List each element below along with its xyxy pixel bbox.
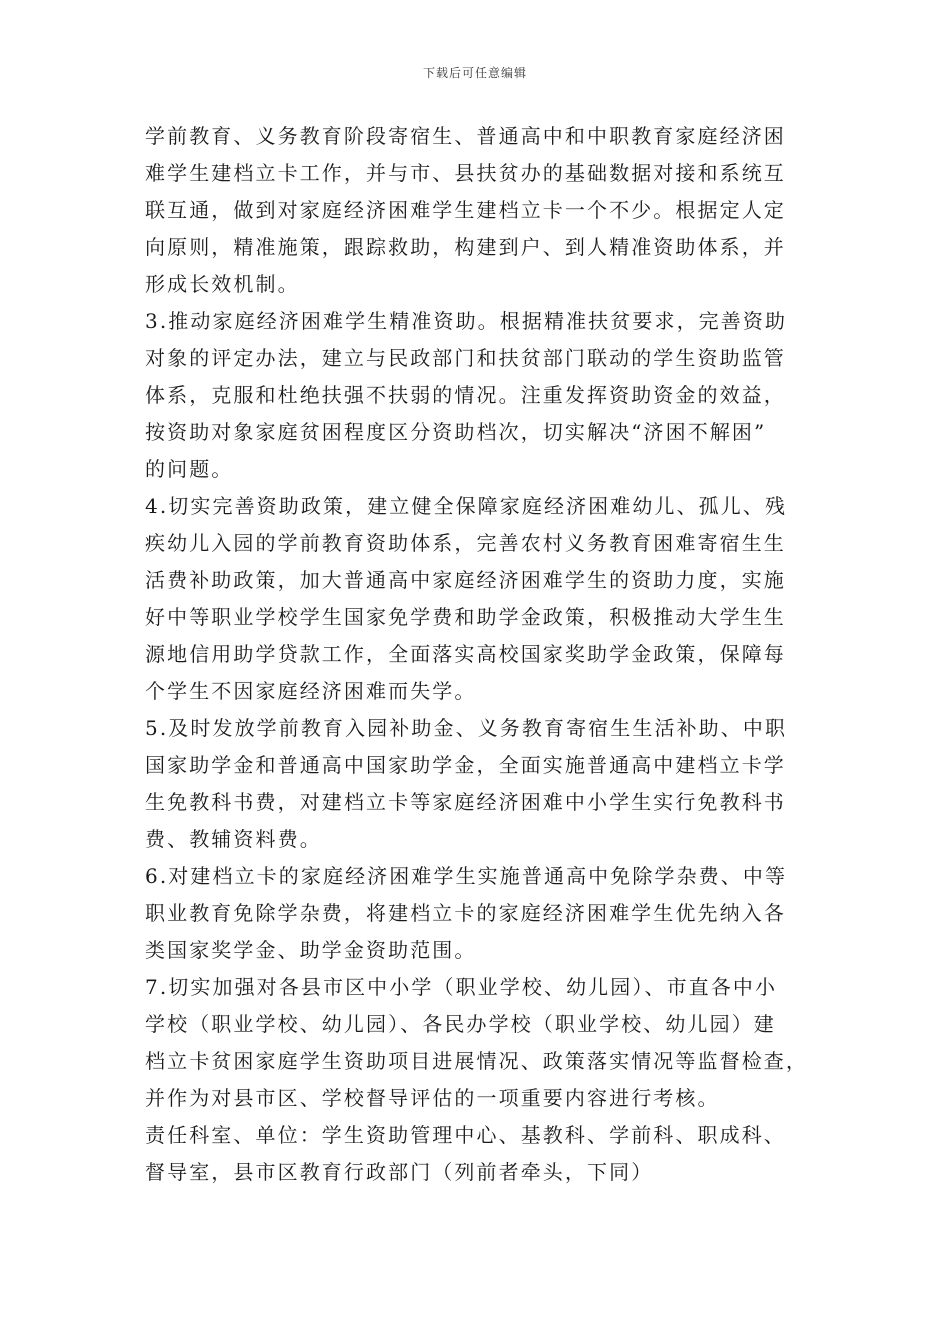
text-line: 活费补助政策，加大普通高中家庭经济困难学生的资助力度，实施: [145, 568, 786, 592]
text-line: 疾幼儿入园的学前教育资助体系，完善农村义务教育困难寄宿生生: [145, 531, 786, 555]
text-line: 档立卡贫困家庭学生资助项目进展情况、政策落实情况等监督检查，: [145, 1049, 808, 1073]
text-line: 学校（职业学校、幼儿园）、各民办学校（职业学校、幼儿园）建: [145, 1012, 776, 1036]
text-line: 体系，克服和杜绝扶强不扶弱的情况。注重发挥资助资金的效益，: [145, 383, 786, 407]
text-line: 对象的评定办法，建立与民政部门和扶贫部门联动的学生资助监管: [145, 346, 786, 370]
text-line: 个学生不因家庭经济困难而失学。: [145, 679, 477, 703]
text-line: 好中等职业学校学生国家免学费和助学金政策，积极推动大学生生: [145, 605, 786, 629]
text-line: 职业教育免除学杂费，将建档立卡的家庭经济困难学生优先纳入各: [145, 901, 786, 925]
text-line: 生免教科书费，对建档立卡等家庭经济困难中小学生实行免教科书: [145, 790, 786, 814]
text-line: 责任科室、单位：学生资助管理中心、基教科、学前科、职成科、: [145, 1123, 786, 1147]
document-body: [145, 118, 825, 1191]
text-line: 7.切实加强对各县市区中小学（职业学校、幼儿园）、市直各中小: [145, 975, 778, 999]
text-line: 难学生建档立卡工作，并与市、县扶贫办的基础数据对接和系统互: [145, 161, 786, 185]
text-line: 国家助学金和普通高中国家助学金，全面实施普通高中建档立卡学: [145, 753, 786, 777]
text-line: 按资助对象家庭贫困程度区分资助档次，切实解决“济困不解困”: [145, 420, 767, 444]
text-line: 督导室，县市区教育行政部门（列前者牵头，下同）: [145, 1160, 654, 1184]
text-line: 类国家奖学金、助学金资助范围。: [145, 938, 477, 962]
text-line: 源地信用助学贷款工作，全面落实高校国家奖助学金政策，保障每: [145, 642, 786, 666]
page-header-note: 下载后可任意编辑: [422, 66, 527, 80]
text-line: 费、教辅资料费。: [145, 827, 322, 851]
text-line: 向原则，精准施策，跟踪救助，构建到户、到人精准资助体系，并: [145, 235, 786, 259]
text-line: 6.对建档立卡的家庭经济困难学生实施普通高中免除学杂费、中等: [145, 864, 788, 888]
text-line: 4.切实完善资助政策，建立健全保障家庭经济困难幼儿、孤儿、残: [145, 494, 788, 518]
text-line: 并作为对县市区、学校督导评估的一项重要内容进行考核。: [145, 1086, 720, 1110]
text-line: 联互通，做到对家庭经济困难学生建档立卡一个不少。根据定人定: [145, 198, 786, 222]
text-line: 5.及时发放学前教育入园补助金、义务教育寄宿生生活补助、中职: [145, 716, 788, 740]
text-line: 3.推动家庭经济困难学生精准资助。根据精准扶贫要求，完善资助: [145, 309, 788, 333]
text-line: 学前教育、义务教育阶段寄宿生、普通高中和中职教育家庭经济困: [145, 124, 786, 148]
text-line: 形成长效机制。: [145, 272, 300, 296]
text-line: 的问题。: [145, 457, 234, 481]
